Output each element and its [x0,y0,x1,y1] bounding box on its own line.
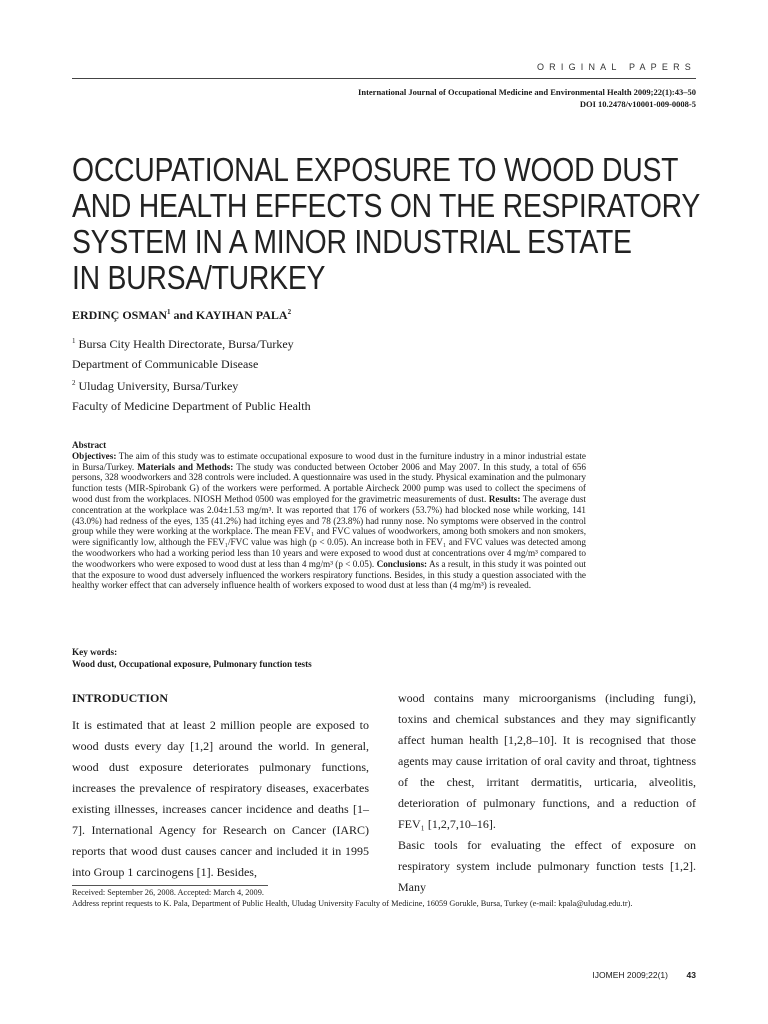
affil-mark: 1 [72,337,76,345]
authors [72,308,291,323]
body-column-right [398,688,696,898]
methods-label: Materials and Methods: [137,461,234,472]
footnote-rule [72,885,268,886]
abstract-body [72,451,586,591]
objectives-text: The aim of this study was to estimate occupational exposure to wood dust in the furniture industry in a minor industrial estate in Bursa/Turkey. [72,450,586,472]
abstract-heading: Abstract [72,440,107,450]
paper-title [72,151,701,296]
conclusions-label: Conclusions: [376,558,428,569]
abstract [72,440,586,591]
author-name: ERDINÇ OSMAN [72,308,168,322]
affiliation-line [72,374,311,397]
body-column-left [72,688,369,883]
doi-line: DOI 10.2478/v10001-009-0008-5 [579,99,696,109]
title-line: SYSTEM IN A MINOR INDUSTRIAL ESTATE [72,223,632,260]
author-name: KAYIHAN PALA [195,308,288,322]
footnote [72,888,696,909]
methods-text: The study was conducted between October 2006 and May 2007. In this study, a total of 656 persons, 328 woodworkers and 328 controls were included. A questionnaire was used in the study. Physical examination and the pulmonary function tests (MIR-Spirobank G) of the workers were performed. A portable Aircheck 2000 pump was used to collect the specimens of wood dust from the workplaces. NIOSH Method 0500 was employed for the gravimetric measurements of dust. [72,461,586,504]
author-affil-mark: 1 [167,308,171,316]
affil-mark: 2 [72,379,76,387]
paragraph: wood contains many microorganisms (including fungi), toxins and chemical substances and they may significantly affect human health [1,2,8–10]. It is recognised that those agents may cause irritation of oral cavity and throat, tightness of the chest, irritant dermatitis, urticaria, alveolitis, deterioration of pulmonary functions, and a reduction of FEV₁ [1,2,7,10–16]. [398,691,696,831]
correspondence-address: Address reprint requests to K. Pala, Department of Public Health, Uludag University Faculty of Medicine, 16059 Gorukle, Bursa, Turkey (e-mail: kpala@uludag.edu.tr). [72,898,633,908]
keywords-text: Wood dust, Occupational exposure, Pulmonary function tests [72,659,312,669]
author-joiner: and [170,308,196,322]
objectives-label: Objectives: [72,450,117,461]
author-affil-mark: 2 [287,308,292,316]
affiliation-line [72,332,311,355]
affiliations [72,332,311,416]
affil-text: Bursa City Health Directorate, Bursa/Turkey [75,337,294,351]
header-rule [72,78,696,79]
title-line: OCCUPATIONAL EXPOSURE TO WOOD DUST [72,151,679,188]
affiliation-line [72,397,311,417]
footer-journal: IJOMEH 2009;22(1) [592,970,668,980]
received-dates: Received: September 26, 2008. Accepted: March 4, 2009. [72,888,264,897]
results-text: The average dust concentration at the workplace was 2.04±1.53 mg/m³. It was reported that 176 of workers (53.7%) had blocked nose while working, 141 (43.0%) had redness of the eyes, 135 (41.2%) had itching eyes and 78 (23.8%) had runny nose. No symptoms were observed in the control group while they were working at the workplace. The mean FEV₁ and FVC values of woodworkers, among both smokers and non smokers, were significantly low, although the FEV₁/FVC value was high (p < 0.05). An increase both in FEV₁ and FVC values was detected among the woodworkers who had a working period less than 10 years and were exposed to wood dust at concentrations over 4 mg/m³ compared to the woodworkers who were exposed to wood dust at less than 4 mg/m³ (p < 0.05). [72,493,586,569]
keywords-heading: Key words: [72,647,118,657]
page-number: 43 [686,970,696,980]
title-line: IN BURSA/TURKEY [72,259,326,296]
affiliation-line [72,355,311,375]
title-line: AND HEALTH EFFECTS ON THE RESPIRATORY [72,187,701,224]
section-heading: INTRODUCTION [72,691,169,705]
section-label: ORIGINAL PAPERS [536,62,696,72]
paragraph: It is estimated that at least 2 million people are exposed to wood dusts every day [1,2] around the world. In general, wood dust exposure deteriorates pulmonary functions, increases the prevalence of respiratory diseases, exacerbates existing illnesses, increases cancer incidence and deaths [1–7]. International Agency for Research on Cancer (IARC) reports that wood dust causes cancer and included it in 1995 into Group 1 carcinogens [1]. Besides, [72,718,369,879]
affil-text: Uludag University, Bursa/Turkey [75,379,239,393]
affil-text: Department of Communicable Disease [72,356,259,371]
paragraph: Basic tools for evaluating the effect of exposure on respiratory system include pulmonary function tests [1,2]. Many [398,838,696,894]
journal-line: International Journal of Occupational Medicine and Environmental Health 2009;22(1):43–50 [358,87,696,97]
results-label: Results: [488,493,521,504]
conclusions-text: As a result, in this study it was pointed out that the exposure to wood dust adversely influenced the workers respiratory functions. Besides, in this study a question associated with the healthy worker effect that can adversely influence health of workers exposed to wood dust at less than (4 mg/m³) is revealed. [72,558,586,591]
affil-text: Faculty of Medicine Department of Public Health [72,398,311,413]
journal-citation [358,86,696,110]
